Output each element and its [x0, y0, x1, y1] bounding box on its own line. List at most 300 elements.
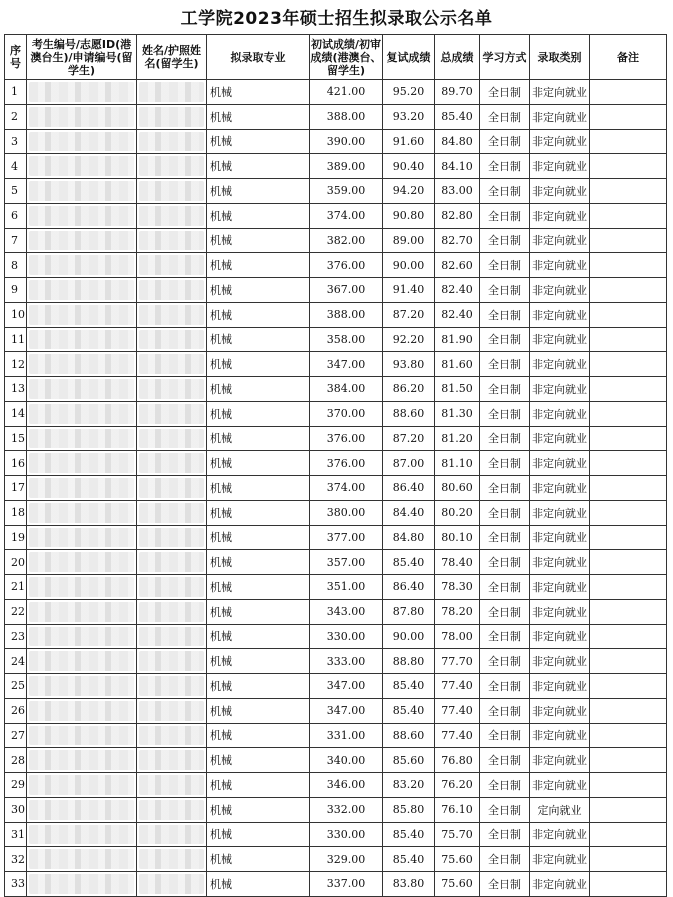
row-initial-score: 384.00 — [310, 377, 383, 402]
redaction-blur — [139, 181, 204, 201]
redaction-blur — [139, 305, 204, 325]
row-category: 非定向就业 — [530, 401, 590, 426]
row-retest-score: 85.40 — [383, 847, 435, 872]
redaction-blur — [29, 429, 134, 449]
row-total-score: 75.60 — [435, 872, 480, 897]
row-candidate-id-redacted — [27, 748, 137, 773]
row-name-redacted — [137, 352, 207, 377]
row-category: 非定向就业 — [530, 253, 590, 278]
row-name-redacted — [137, 575, 207, 600]
row-study-mode: 全日制 — [480, 872, 530, 897]
redaction-blur — [29, 503, 134, 523]
row-seq: 25 — [5, 674, 27, 699]
row-seq: 32 — [5, 847, 27, 872]
row-seq: 14 — [5, 401, 27, 426]
row-seq: 30 — [5, 797, 27, 822]
row-total-score: 84.10 — [435, 154, 480, 179]
table-row — [5, 550, 667, 575]
row-remark — [590, 748, 667, 773]
table-row — [5, 104, 667, 129]
row-major: 机械 — [207, 129, 310, 154]
table-row — [5, 278, 667, 303]
row-name-redacted — [137, 698, 207, 723]
row-initial-score: 343.00 — [310, 599, 383, 624]
row-retest-score: 85.80 — [383, 797, 435, 822]
row-major: 机械 — [207, 179, 310, 204]
row-total-score: 77.70 — [435, 649, 480, 674]
row-retest-score: 85.40 — [383, 674, 435, 699]
redaction-blur — [29, 602, 134, 622]
redaction-blur — [139, 825, 204, 845]
row-remark — [590, 550, 667, 575]
row-candidate-id-redacted — [27, 476, 137, 501]
row-name-redacted — [137, 797, 207, 822]
row-retest-score: 90.00 — [383, 624, 435, 649]
row-major: 机械 — [207, 203, 310, 228]
redaction-blur — [29, 627, 134, 647]
row-study-mode: 全日制 — [480, 649, 530, 674]
row-candidate-id-redacted — [27, 599, 137, 624]
row-seq: 7 — [5, 228, 27, 253]
header-initial-score: 初试成绩/初审成绩(港澳台、留学生) — [310, 35, 383, 80]
row-name-redacted — [137, 80, 207, 105]
row-retest-score: 88.60 — [383, 401, 435, 426]
header-retest-score: 复试成绩 — [383, 35, 435, 80]
table-row — [5, 624, 667, 649]
redaction-blur — [139, 156, 204, 176]
table-row — [5, 253, 667, 278]
table-row — [5, 847, 667, 872]
row-remark — [590, 401, 667, 426]
row-category: 非定向就业 — [530, 451, 590, 476]
redaction-blur — [139, 676, 204, 696]
row-initial-score: 388.00 — [310, 302, 383, 327]
table-row — [5, 525, 667, 550]
row-major: 机械 — [207, 599, 310, 624]
redaction-blur — [139, 577, 204, 597]
redaction-blur — [29, 404, 134, 424]
row-seq: 5 — [5, 179, 27, 204]
table-row — [5, 748, 667, 773]
row-name-redacted — [137, 104, 207, 129]
row-initial-score: 376.00 — [310, 426, 383, 451]
row-seq: 18 — [5, 500, 27, 525]
table-header-row — [5, 35, 667, 80]
row-remark — [590, 797, 667, 822]
row-category: 非定向就业 — [530, 550, 590, 575]
row-major: 机械 — [207, 253, 310, 278]
row-retest-score: 85.40 — [383, 822, 435, 847]
row-initial-score: 390.00 — [310, 129, 383, 154]
row-study-mode: 全日制 — [480, 327, 530, 352]
row-remark — [590, 154, 667, 179]
row-remark — [590, 327, 667, 352]
table-row — [5, 649, 667, 674]
row-study-mode: 全日制 — [480, 302, 530, 327]
row-candidate-id-redacted — [27, 203, 137, 228]
row-study-mode: 全日制 — [480, 203, 530, 228]
row-major: 机械 — [207, 80, 310, 105]
row-study-mode: 全日制 — [480, 179, 530, 204]
row-name-redacted — [137, 129, 207, 154]
row-seq: 21 — [5, 575, 27, 600]
row-name-redacted — [137, 500, 207, 525]
row-study-mode: 全日制 — [480, 129, 530, 154]
header-total-score: 总成绩 — [435, 35, 480, 80]
row-name-redacted — [137, 748, 207, 773]
row-candidate-id-redacted — [27, 698, 137, 723]
row-candidate-id-redacted — [27, 723, 137, 748]
row-total-score: 85.40 — [435, 104, 480, 129]
table-row — [5, 327, 667, 352]
row-total-score: 89.70 — [435, 80, 480, 105]
row-seq: 11 — [5, 327, 27, 352]
row-initial-score: 389.00 — [310, 154, 383, 179]
row-study-mode: 全日制 — [480, 476, 530, 501]
row-major: 机械 — [207, 525, 310, 550]
row-initial-score: 359.00 — [310, 179, 383, 204]
row-name-redacted — [137, 154, 207, 179]
row-candidate-id-redacted — [27, 302, 137, 327]
table-row — [5, 723, 667, 748]
row-remark — [590, 80, 667, 105]
row-name-redacted — [137, 401, 207, 426]
row-candidate-id-redacted — [27, 129, 137, 154]
redaction-blur — [139, 379, 204, 399]
row-total-score: 78.40 — [435, 550, 480, 575]
redaction-blur — [139, 478, 204, 498]
row-seq: 2 — [5, 104, 27, 129]
row-total-score: 80.60 — [435, 476, 480, 501]
redaction-blur — [139, 651, 204, 671]
row-study-mode: 全日制 — [480, 797, 530, 822]
row-seq: 29 — [5, 773, 27, 798]
row-category: 非定向就业 — [530, 154, 590, 179]
row-name-redacted — [137, 649, 207, 674]
row-category: 非定向就业 — [530, 847, 590, 872]
row-major: 机械 — [207, 872, 310, 897]
table-row — [5, 500, 667, 525]
row-major: 机械 — [207, 773, 310, 798]
row-total-score: 81.20 — [435, 426, 480, 451]
row-remark — [590, 822, 667, 847]
row-major: 机械 — [207, 822, 310, 847]
row-study-mode: 全日制 — [480, 228, 530, 253]
row-name-redacted — [137, 327, 207, 352]
row-candidate-id-redacted — [27, 797, 137, 822]
row-seq: 12 — [5, 352, 27, 377]
row-total-score: 81.50 — [435, 377, 480, 402]
row-total-score: 83.00 — [435, 179, 480, 204]
row-retest-score: 85.60 — [383, 748, 435, 773]
redaction-blur — [29, 577, 134, 597]
table-row — [5, 797, 667, 822]
row-remark — [590, 698, 667, 723]
row-candidate-id-redacted — [27, 451, 137, 476]
row-study-mode: 全日制 — [480, 104, 530, 129]
row-candidate-id-redacted — [27, 327, 137, 352]
row-seq: 15 — [5, 426, 27, 451]
row-name-redacted — [137, 847, 207, 872]
row-retest-score: 90.00 — [383, 253, 435, 278]
redaction-blur — [139, 429, 204, 449]
table-row — [5, 203, 667, 228]
row-candidate-id-redacted — [27, 228, 137, 253]
row-total-score: 82.60 — [435, 253, 480, 278]
row-name-redacted — [137, 550, 207, 575]
redaction-blur — [29, 528, 134, 548]
row-retest-score: 88.80 — [383, 649, 435, 674]
row-initial-score: 374.00 — [310, 476, 383, 501]
redaction-blur — [139, 775, 204, 795]
row-candidate-id-redacted — [27, 253, 137, 278]
row-seq: 19 — [5, 525, 27, 550]
row-retest-score: 87.80 — [383, 599, 435, 624]
row-remark — [590, 129, 667, 154]
row-study-mode: 全日制 — [480, 525, 530, 550]
row-initial-score: 351.00 — [310, 575, 383, 600]
row-total-score: 80.10 — [435, 525, 480, 550]
redaction-blur — [29, 206, 134, 226]
row-total-score: 80.20 — [435, 500, 480, 525]
row-total-score: 81.10 — [435, 451, 480, 476]
redaction-blur — [139, 503, 204, 523]
row-total-score: 77.40 — [435, 698, 480, 723]
row-major: 机械 — [207, 154, 310, 179]
row-name-redacted — [137, 253, 207, 278]
row-total-score: 82.80 — [435, 203, 480, 228]
row-category: 非定向就业 — [530, 179, 590, 204]
row-seq: 13 — [5, 377, 27, 402]
redaction-blur — [29, 552, 134, 572]
redaction-blur — [29, 107, 134, 127]
row-remark — [590, 649, 667, 674]
row-category: 非定向就业 — [530, 377, 590, 402]
row-retest-score: 95.20 — [383, 80, 435, 105]
row-major: 机械 — [207, 575, 310, 600]
row-study-mode: 全日制 — [480, 723, 530, 748]
row-candidate-id-redacted — [27, 674, 137, 699]
row-major: 机械 — [207, 550, 310, 575]
row-category: 非定向就业 — [530, 500, 590, 525]
row-major: 机械 — [207, 476, 310, 501]
row-seq: 8 — [5, 253, 27, 278]
row-remark — [590, 377, 667, 402]
row-major: 机械 — [207, 302, 310, 327]
row-initial-score: 333.00 — [310, 649, 383, 674]
row-remark — [590, 476, 667, 501]
table-row — [5, 352, 667, 377]
row-remark — [590, 723, 667, 748]
row-study-mode: 全日制 — [480, 377, 530, 402]
row-major: 机械 — [207, 797, 310, 822]
row-candidate-id-redacted — [27, 377, 137, 402]
row-seq: 4 — [5, 154, 27, 179]
row-retest-score: 85.40 — [383, 698, 435, 723]
redaction-blur — [29, 726, 134, 746]
table-row — [5, 698, 667, 723]
header-study-mode: 学习方式 — [480, 35, 530, 80]
header-category: 录取类别 — [530, 35, 590, 80]
row-study-mode: 全日制 — [480, 80, 530, 105]
row-category: 非定向就业 — [530, 327, 590, 352]
row-seq: 16 — [5, 451, 27, 476]
row-major: 机械 — [207, 426, 310, 451]
row-name-redacted — [137, 624, 207, 649]
row-major: 机械 — [207, 847, 310, 872]
row-category: 非定向就业 — [530, 649, 590, 674]
row-major: 机械 — [207, 748, 310, 773]
row-major: 机械 — [207, 352, 310, 377]
row-candidate-id-redacted — [27, 847, 137, 872]
redaction-blur — [29, 453, 134, 473]
row-major: 机械 — [207, 451, 310, 476]
row-initial-score: 329.00 — [310, 847, 383, 872]
row-name-redacted — [137, 426, 207, 451]
row-study-mode: 全日制 — [480, 822, 530, 847]
redaction-blur — [29, 825, 134, 845]
row-study-mode: 全日制 — [480, 401, 530, 426]
row-study-mode: 全日制 — [480, 451, 530, 476]
row-study-mode: 全日制 — [480, 154, 530, 179]
row-candidate-id-redacted — [27, 500, 137, 525]
row-category: 非定向就业 — [530, 203, 590, 228]
table-row — [5, 302, 667, 327]
row-initial-score: 347.00 — [310, 674, 383, 699]
row-remark — [590, 352, 667, 377]
row-category: 非定向就业 — [530, 228, 590, 253]
row-seq: 20 — [5, 550, 27, 575]
row-name-redacted — [137, 179, 207, 204]
redaction-blur — [139, 552, 204, 572]
row-initial-score: 357.00 — [310, 550, 383, 575]
table-body — [5, 80, 667, 897]
row-name-redacted — [137, 674, 207, 699]
table-row — [5, 575, 667, 600]
table-row — [5, 154, 667, 179]
admission-table — [4, 34, 667, 897]
row-remark — [590, 104, 667, 129]
row-total-score: 81.60 — [435, 352, 480, 377]
redaction-blur — [139, 602, 204, 622]
header-remark: 备注 — [590, 35, 667, 80]
row-name-redacted — [137, 773, 207, 798]
row-total-score: 78.20 — [435, 599, 480, 624]
redaction-blur — [29, 330, 134, 350]
row-retest-score: 83.20 — [383, 773, 435, 798]
redaction-blur — [139, 726, 204, 746]
row-initial-score: 421.00 — [310, 80, 383, 105]
row-retest-score: 86.40 — [383, 575, 435, 600]
row-total-score: 81.90 — [435, 327, 480, 352]
row-retest-score: 84.40 — [383, 500, 435, 525]
row-category: 非定向就业 — [530, 674, 590, 699]
row-name-redacted — [137, 723, 207, 748]
row-seq: 9 — [5, 278, 27, 303]
row-retest-score: 93.80 — [383, 352, 435, 377]
row-major: 机械 — [207, 278, 310, 303]
redaction-blur — [29, 231, 134, 251]
redaction-blur — [29, 156, 134, 176]
row-candidate-id-redacted — [27, 104, 137, 129]
row-study-mode: 全日制 — [480, 847, 530, 872]
row-seq: 33 — [5, 872, 27, 897]
redaction-blur — [139, 255, 204, 275]
row-remark — [590, 278, 667, 303]
row-category: 非定向就业 — [530, 773, 590, 798]
row-major: 机械 — [207, 327, 310, 352]
row-remark — [590, 575, 667, 600]
row-total-score: 75.70 — [435, 822, 480, 847]
row-total-score: 81.30 — [435, 401, 480, 426]
row-total-score: 84.80 — [435, 129, 480, 154]
redaction-blur — [139, 849, 204, 869]
row-retest-score: 85.40 — [383, 550, 435, 575]
row-candidate-id-redacted — [27, 525, 137, 550]
row-remark — [590, 599, 667, 624]
row-total-score: 76.10 — [435, 797, 480, 822]
row-total-score: 82.40 — [435, 278, 480, 303]
redaction-blur — [29, 379, 134, 399]
row-initial-score: 330.00 — [310, 822, 383, 847]
redaction-blur — [29, 255, 134, 275]
table-row — [5, 599, 667, 624]
row-name-redacted — [137, 302, 207, 327]
row-candidate-id-redacted — [27, 154, 137, 179]
row-remark — [590, 426, 667, 451]
row-major: 机械 — [207, 723, 310, 748]
row-category: 非定向就业 — [530, 352, 590, 377]
row-remark — [590, 253, 667, 278]
row-category: 非定向就业 — [530, 278, 590, 303]
row-category: 非定向就业 — [530, 129, 590, 154]
table-row — [5, 80, 667, 105]
row-remark — [590, 773, 667, 798]
row-major: 机械 — [207, 698, 310, 723]
row-retest-score: 90.80 — [383, 203, 435, 228]
row-category: 非定向就业 — [530, 575, 590, 600]
table-row — [5, 377, 667, 402]
row-initial-score: 346.00 — [310, 773, 383, 798]
redaction-blur — [29, 354, 134, 374]
row-initial-score: 382.00 — [310, 228, 383, 253]
row-initial-score: 347.00 — [310, 352, 383, 377]
header-major: 拟录取专业 — [207, 35, 310, 80]
table-row — [5, 426, 667, 451]
redaction-blur — [139, 627, 204, 647]
redaction-blur — [29, 280, 134, 300]
row-name-redacted — [137, 822, 207, 847]
row-name-redacted — [137, 451, 207, 476]
row-seq: 23 — [5, 624, 27, 649]
row-study-mode: 全日制 — [480, 500, 530, 525]
row-major: 机械 — [207, 674, 310, 699]
row-initial-score: 388.00 — [310, 104, 383, 129]
row-retest-score: 86.40 — [383, 476, 435, 501]
row-seq: 22 — [5, 599, 27, 624]
row-study-mode: 全日制 — [480, 674, 530, 699]
row-major: 机械 — [207, 649, 310, 674]
row-retest-score: 91.60 — [383, 129, 435, 154]
row-name-redacted — [137, 203, 207, 228]
redaction-blur — [29, 701, 134, 721]
row-initial-score: 330.00 — [310, 624, 383, 649]
row-total-score: 75.60 — [435, 847, 480, 872]
table-row — [5, 179, 667, 204]
row-candidate-id-redacted — [27, 575, 137, 600]
row-remark — [590, 500, 667, 525]
table-row — [5, 476, 667, 501]
